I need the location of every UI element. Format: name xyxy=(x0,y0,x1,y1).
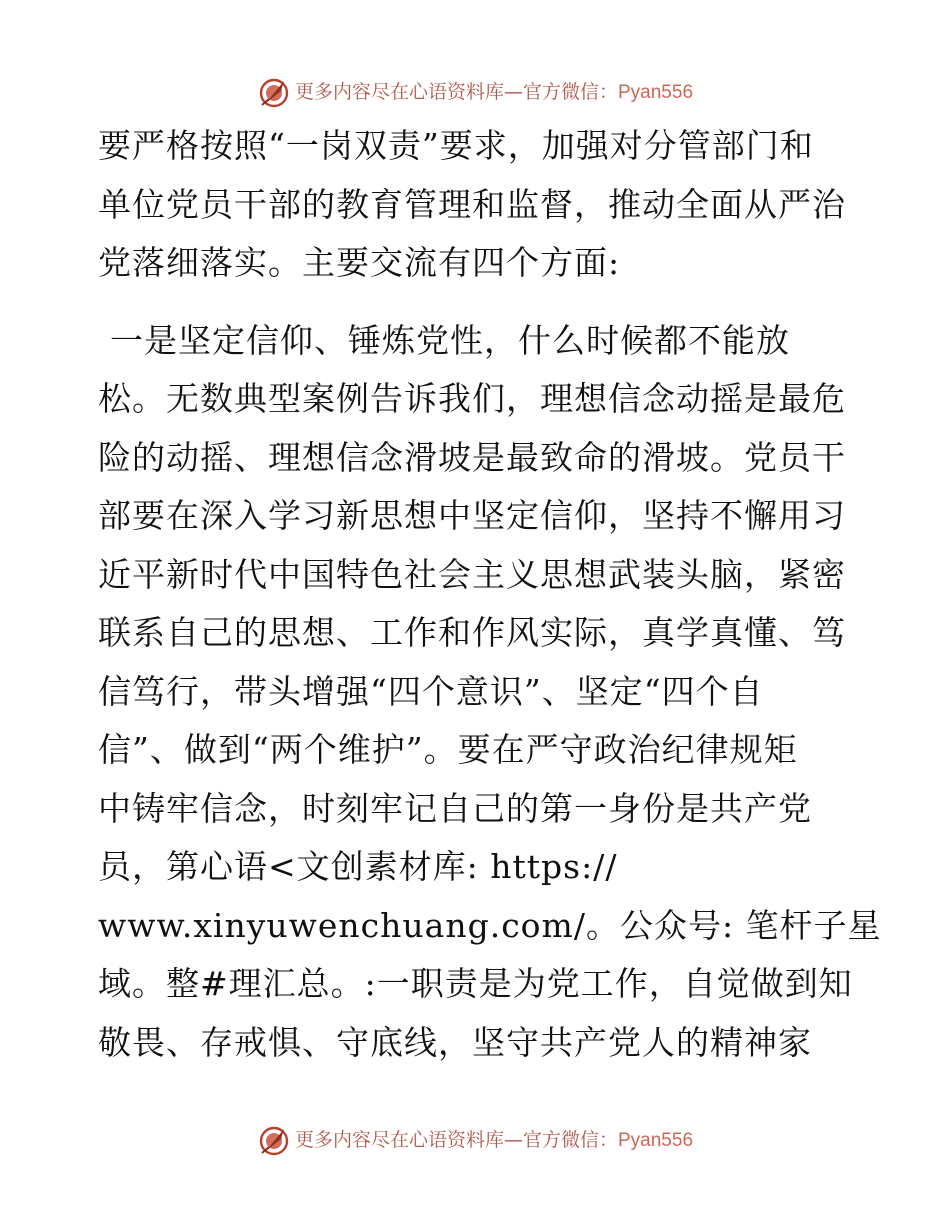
body-line: 员，第心语<文创素材库: https:// xyxy=(98,847,618,886)
body-line: 松。无数典型案例告诉我们，理想信念动摇是最危 xyxy=(98,379,846,418)
document-body xyxy=(98,117,882,1072)
footer-wechat-label: 官方微信： xyxy=(522,1128,618,1151)
body-line: 单位党员干部的教育管理和监督，推动全面从严治 xyxy=(98,184,846,224)
quill-logo-icon xyxy=(257,1123,291,1157)
body-line: 要严格按照“一岗双责”要求，加强对分管部门和 xyxy=(98,126,814,165)
body-line: 域。整#理汇总。:一职责是为党工作，自觉做到知 xyxy=(98,964,853,1003)
footer-site-text: 更多内容尽在心语资料库 xyxy=(294,1128,504,1151)
footer-separator: — xyxy=(503,1128,523,1151)
header-wechat-handle: Pyan556 xyxy=(618,81,694,103)
body-line: 敬畏、存戒惧、守底线，坚守共产党人的精神家 xyxy=(98,1022,812,1062)
header-site-text: 更多内容尽在心语资料库 xyxy=(294,80,504,103)
quill-logo-icon xyxy=(257,75,291,109)
body-line: www.xinyuwenchuang.com/。公众号: 笔杆子星 xyxy=(98,905,882,945)
body-line: 一是坚定信仰、锤炼党性，什么时候都不能放 xyxy=(110,320,790,360)
body-line: 险的动摇、理想信念滑坡是最致命的滑坡。党员干 xyxy=(98,437,846,477)
header-wechat-label: 官方微信： xyxy=(522,80,618,103)
footer-wechat-handle: Pyan556 xyxy=(618,1129,694,1151)
header-banner xyxy=(0,72,950,112)
body-line: 信笃行，带头增强“四个意识”、坚定“四个自 xyxy=(98,671,764,711)
body-line: 中铸牢信念，时刻牢记自己的第一身份是共产党 xyxy=(98,788,812,828)
body-line: 党落细落实。主要交流有四个方面: xyxy=(98,243,621,282)
body-line: 部要在深入学习新思想中坚定信仰，坚持不懈用习 xyxy=(98,496,846,535)
header-separator: — xyxy=(503,80,523,103)
body-line: 近平新时代中国特色社会主义思想武装头脑，紧密 xyxy=(98,554,846,594)
header-banner-text xyxy=(295,72,693,113)
footer-banner-text xyxy=(295,1120,693,1161)
body-line: 联系自己的思想、工作和作风实际，真学真懂、笃 xyxy=(98,613,846,652)
body-line: 信”、做到“两个维护”。要在严守政治纪律规矩 xyxy=(98,730,798,769)
footer-banner xyxy=(0,1120,950,1160)
